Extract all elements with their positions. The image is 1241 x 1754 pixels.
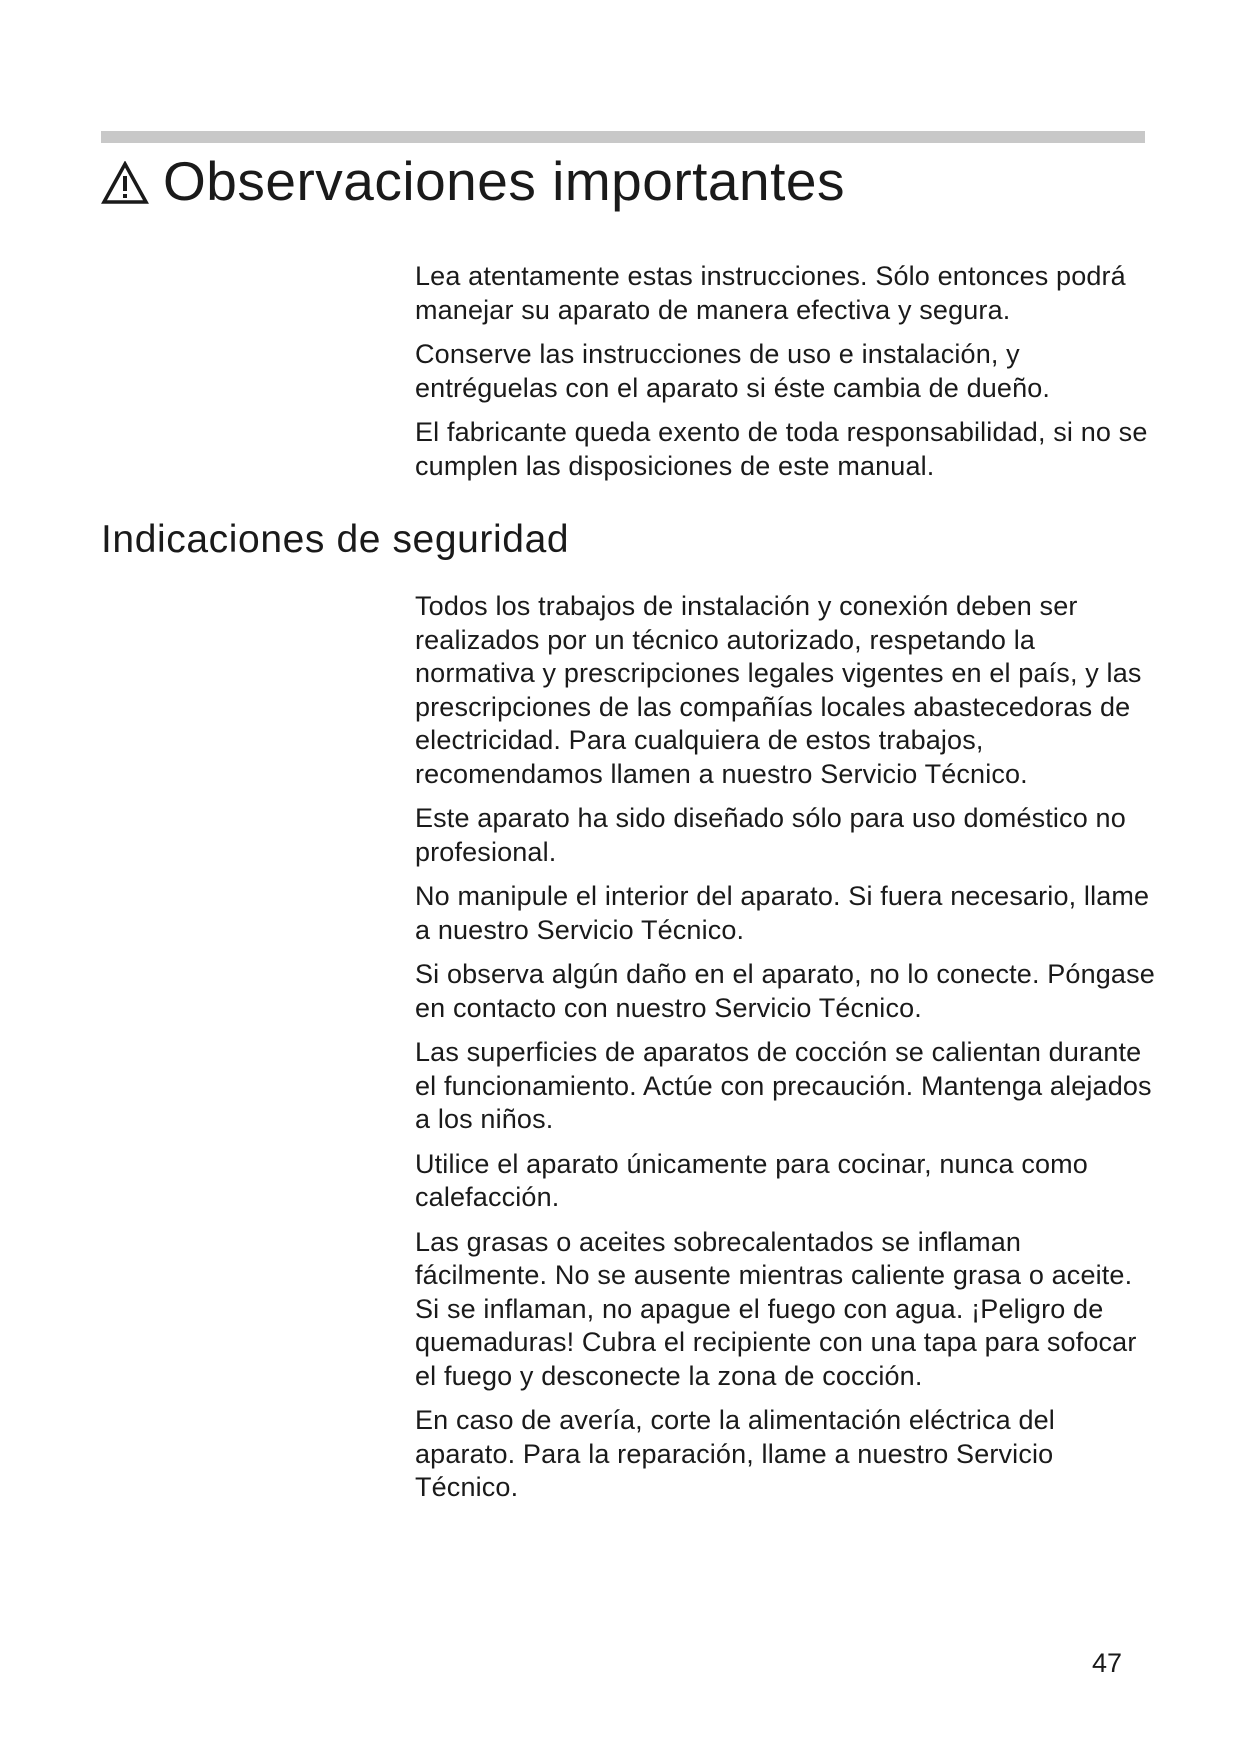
warning-triangle-icon [101, 161, 149, 205]
intro-paragraph: Conserve las instrucciones de uso e instalación, y entréguelas con el aparato si éste cambia de dueño. [415, 339, 1051, 403]
safety-paragraph: No manipule el interior del aparato. Si fuera necesario, llame a nuestro Servicio Técnico. [415, 881, 1150, 945]
intro-section [415, 260, 1155, 494]
safety-paragraph: Utilice el aparato únicamente para cocinar, nunca como calefacción. [415, 1148, 1088, 1212]
safety-paragraph: Si observa algún daño en el aparato, no lo conecte. Póngase en contacto con nuestro Servicio Técnico. [415, 959, 1155, 1023]
header-divider [101, 131, 1145, 143]
page-number: 47 [1092, 1648, 1123, 1678]
safety-paragraph: Todos los trabajos de instalación y conexión deben ser realizados por un técnico autorizado, respetando la normativa y prescripciones legales vigentes en el país, y las prescripciones de las compañías locales abastecedoras de electricidad. Para cualquiera de estos trabajos, recomendamos llamen a nuestro Servicio Técnico. [415, 591, 1142, 789]
intro-paragraph: El fabricante queda exento de toda responsabilidad, si no se cumplen las disposiciones de este manual. [415, 417, 1148, 481]
safety-paragraph: Las superficies de aparatos de cocción se calientan durante el funcionamiento. Actúe con precaución. Mantenga alejados a los niños. [415, 1037, 1152, 1134]
section-heading-safety: Indicaciones de seguridad [101, 518, 570, 561]
safety-paragraph: Este aparato ha sido diseñado sólo para uso doméstico no profesional. [415, 803, 1126, 867]
intro-paragraph: Lea atentamente estas instrucciones. Sólo entonces podrá manejar su aparato de manera efectiva y segura. [415, 261, 1126, 325]
safety-section [415, 590, 1155, 1516]
safety-paragraph: Las grasas o aceites sobrecalentados se inflaman fácilmente. No se ausente mientras caliente grasa o aceite. Si se inflaman, no apague el fuego con agua. ¡Peligro de quemaduras! Cubra el recipiente con una tapa para sofocar el fuego y desconecte la zona de cocción. [415, 1226, 1137, 1391]
safety-paragraph: En caso de avería, corte la alimentación eléctrica del aparato. Para la reparación, llame a nuestro Servicio Técnico. [415, 1405, 1055, 1502]
page-title [101, 146, 845, 216]
page-title-text: Observaciones importantes [163, 150, 845, 212]
